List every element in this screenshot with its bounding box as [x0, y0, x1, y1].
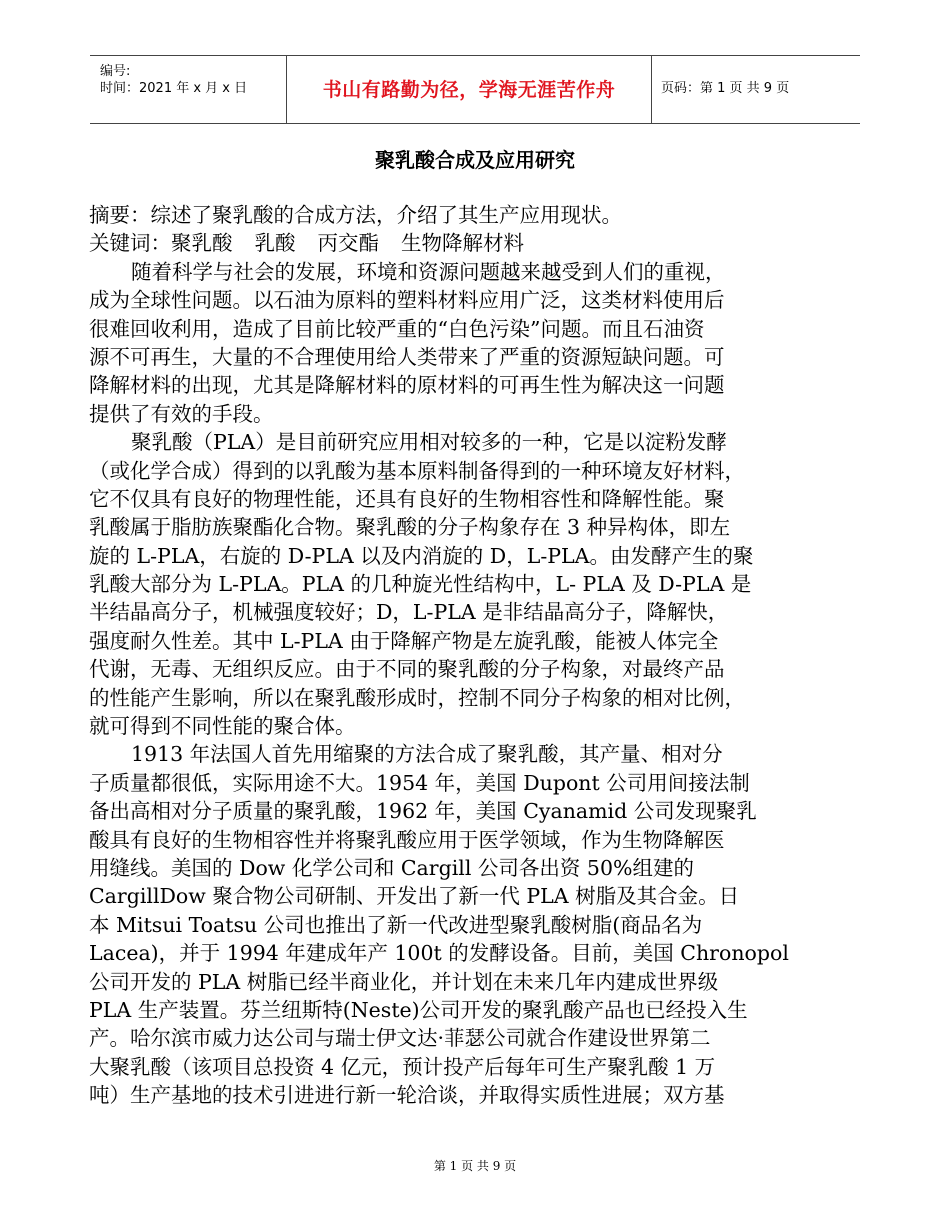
paragraph-first-line: 1913 年法国人首先用缩聚的方法合成了聚乳酸，其产量、相对分 [131, 742, 723, 767]
paragraph-line: PLA 生产装置。芬兰纽斯特(Neste)公司开发的聚乳酸产品也已经投入生 [89, 997, 748, 1022]
paragraph-line: 就可得到不同性能的聚合体。 [89, 714, 356, 739]
paragraphs-container [89, 258, 871, 1110]
keyword: 丙交酯 [317, 231, 379, 256]
document-body [89, 201, 871, 1110]
paragraph [89, 740, 871, 1109]
paragraph-first-line: 随着科学与社会的发展，环境和资源问题越来越受到人们的重视， [131, 259, 726, 284]
paragraph-line: 用缝线。美国的 Dow 化学公司和 Cargill 公司各出资 50%组建的 [89, 855, 694, 880]
document-header [90, 55, 860, 124]
motto-text: 书山有路勤为径，学海无涯苦作舟 [322, 79, 616, 101]
paragraph-line: 源不可再生，大量的不合理使用给人类带来了严重的资源短缺问题。可 [89, 344, 725, 369]
serial-number-label: 编号: [100, 64, 131, 79]
paragraph-line: 备出高相对分子质量的聚乳酸，1962 年，美国 Cyanamid 公司发现聚乳 [89, 799, 757, 824]
paragraph-line: 大聚乳酸（该项目总投资 4 亿元，预计投产后每年可生产聚乳酸 1 万 [89, 1054, 716, 1079]
paragraph-line: 半结晶高分子，机械强度较好；D，L-PLA 是非结晶高分子，降解快， [89, 600, 729, 625]
paragraph-line: 公司开发的 PLA 树脂已经半商业化，并计划在未来几年内建成世界级 [89, 969, 719, 994]
paragraph-line: （或化学合成）得到的以乳酸为基本原料制备得到的一种环境友好材料， [89, 458, 745, 483]
paragraph-line: 吨）生产基地的技术引进进行新一轮洽谈，并取得实质性进展；双方基 [89, 1083, 725, 1108]
paragraph-line: 降解材料的出现，尤其是降解材料的原材料的可再生性为解决这一问题 [89, 373, 725, 398]
paragraph [89, 258, 871, 428]
header-meta-cell [90, 56, 286, 123]
page-footer: 第 1 页 共 9 页 [433, 1159, 517, 1173]
paragraph-line: 成为全球性问题。以石油为原料的塑料材料应用广泛，这类材料使用后 [89, 288, 725, 313]
paragraph-line: 子质量都很低，实际用途不大。1954 年，美国 Dupont 公司用间接法制 [89, 770, 750, 795]
abstract-line: 摘要：综述了聚乳酸的合成方法，介绍了其生产应用现状。 [89, 203, 622, 227]
paragraph-line: 产。哈尔滨市威力达公司与瑞士伊文达·菲瑟公司就合作建设世界第二 [89, 1026, 711, 1051]
paragraph-line: 的性能产生影响，所以在聚乳酸形成时，控制不同分子构象的相对比例， [89, 685, 745, 710]
keyword: 生物降解材料 [401, 231, 524, 256]
paragraph-line: 很难回收利用，造成了目前比较严重的“白色污染”问题。而且石油资 [89, 316, 705, 341]
document-title: 聚乳酸合成及应用研究 [375, 148, 575, 172]
header-motto-cell [286, 56, 652, 123]
paragraph-line: 旋的 L-PLA，右旋的 D-PLA 以及内消旋的 D，L-PLA。由发酵产生的聚 [89, 543, 754, 568]
page-info: 页码：第 1 页 共 9 页 [661, 81, 790, 96]
paragraph-line: 乳酸属于脂肪族聚酯化合物。聚乳酸的分子构象存在 3 种异构体，即左 [89, 515, 731, 540]
keywords-line [89, 229, 871, 257]
paragraph-line: 本 Mitsui Toatsu 公司也推出了新一代改进型聚乳酸树脂(商品名为 [89, 912, 703, 937]
keyword: 乳酸 [254, 231, 296, 256]
paragraph-first-line: 聚乳酸（PLA）是目前研究应用相对较多的一种，它是以淀粉发酵 [131, 430, 727, 455]
paragraph-line: 酸具有良好的生物相容性并将聚乳酸应用于医学领域，作为生物降解医 [89, 827, 725, 852]
paragraph-line: 强度耐久性差。其中 L-PLA 由于降解产物是左旋乳酸，能被人体完全 [89, 628, 719, 653]
paragraph-line: Lacea)，并于 1994 年建成年产 100t 的发酵设备。目前，美国 Chronopol [89, 941, 789, 966]
paragraph-line: 它不仅具有良好的物理性能，还具有良好的生物相容性和降解性能。聚 [89, 486, 725, 511]
keywords-label: 关键词： [89, 231, 171, 256]
paragraph-line: 代谢，无毒、无组织反应。由于不同的聚乳酸的分子构象，对最终产品 [89, 657, 725, 682]
paragraph [89, 428, 871, 740]
paragraph-line: 提供了有效的手段。 [89, 401, 274, 426]
header-page-cell [651, 56, 860, 123]
paragraph-line: 乳酸大部分为 L-PLA。PLA 的几种旋光性结构中，L- PLA 及 D-PLA 是 [89, 572, 752, 597]
keyword: 聚乳酸 [171, 231, 233, 256]
paragraph-line: CargillDow 聚合物公司研制、开发出了新一代 PLA 树脂及其合金。日 [89, 884, 740, 909]
time-label: 时间：2021 年 x 月 x 日 [100, 81, 248, 96]
